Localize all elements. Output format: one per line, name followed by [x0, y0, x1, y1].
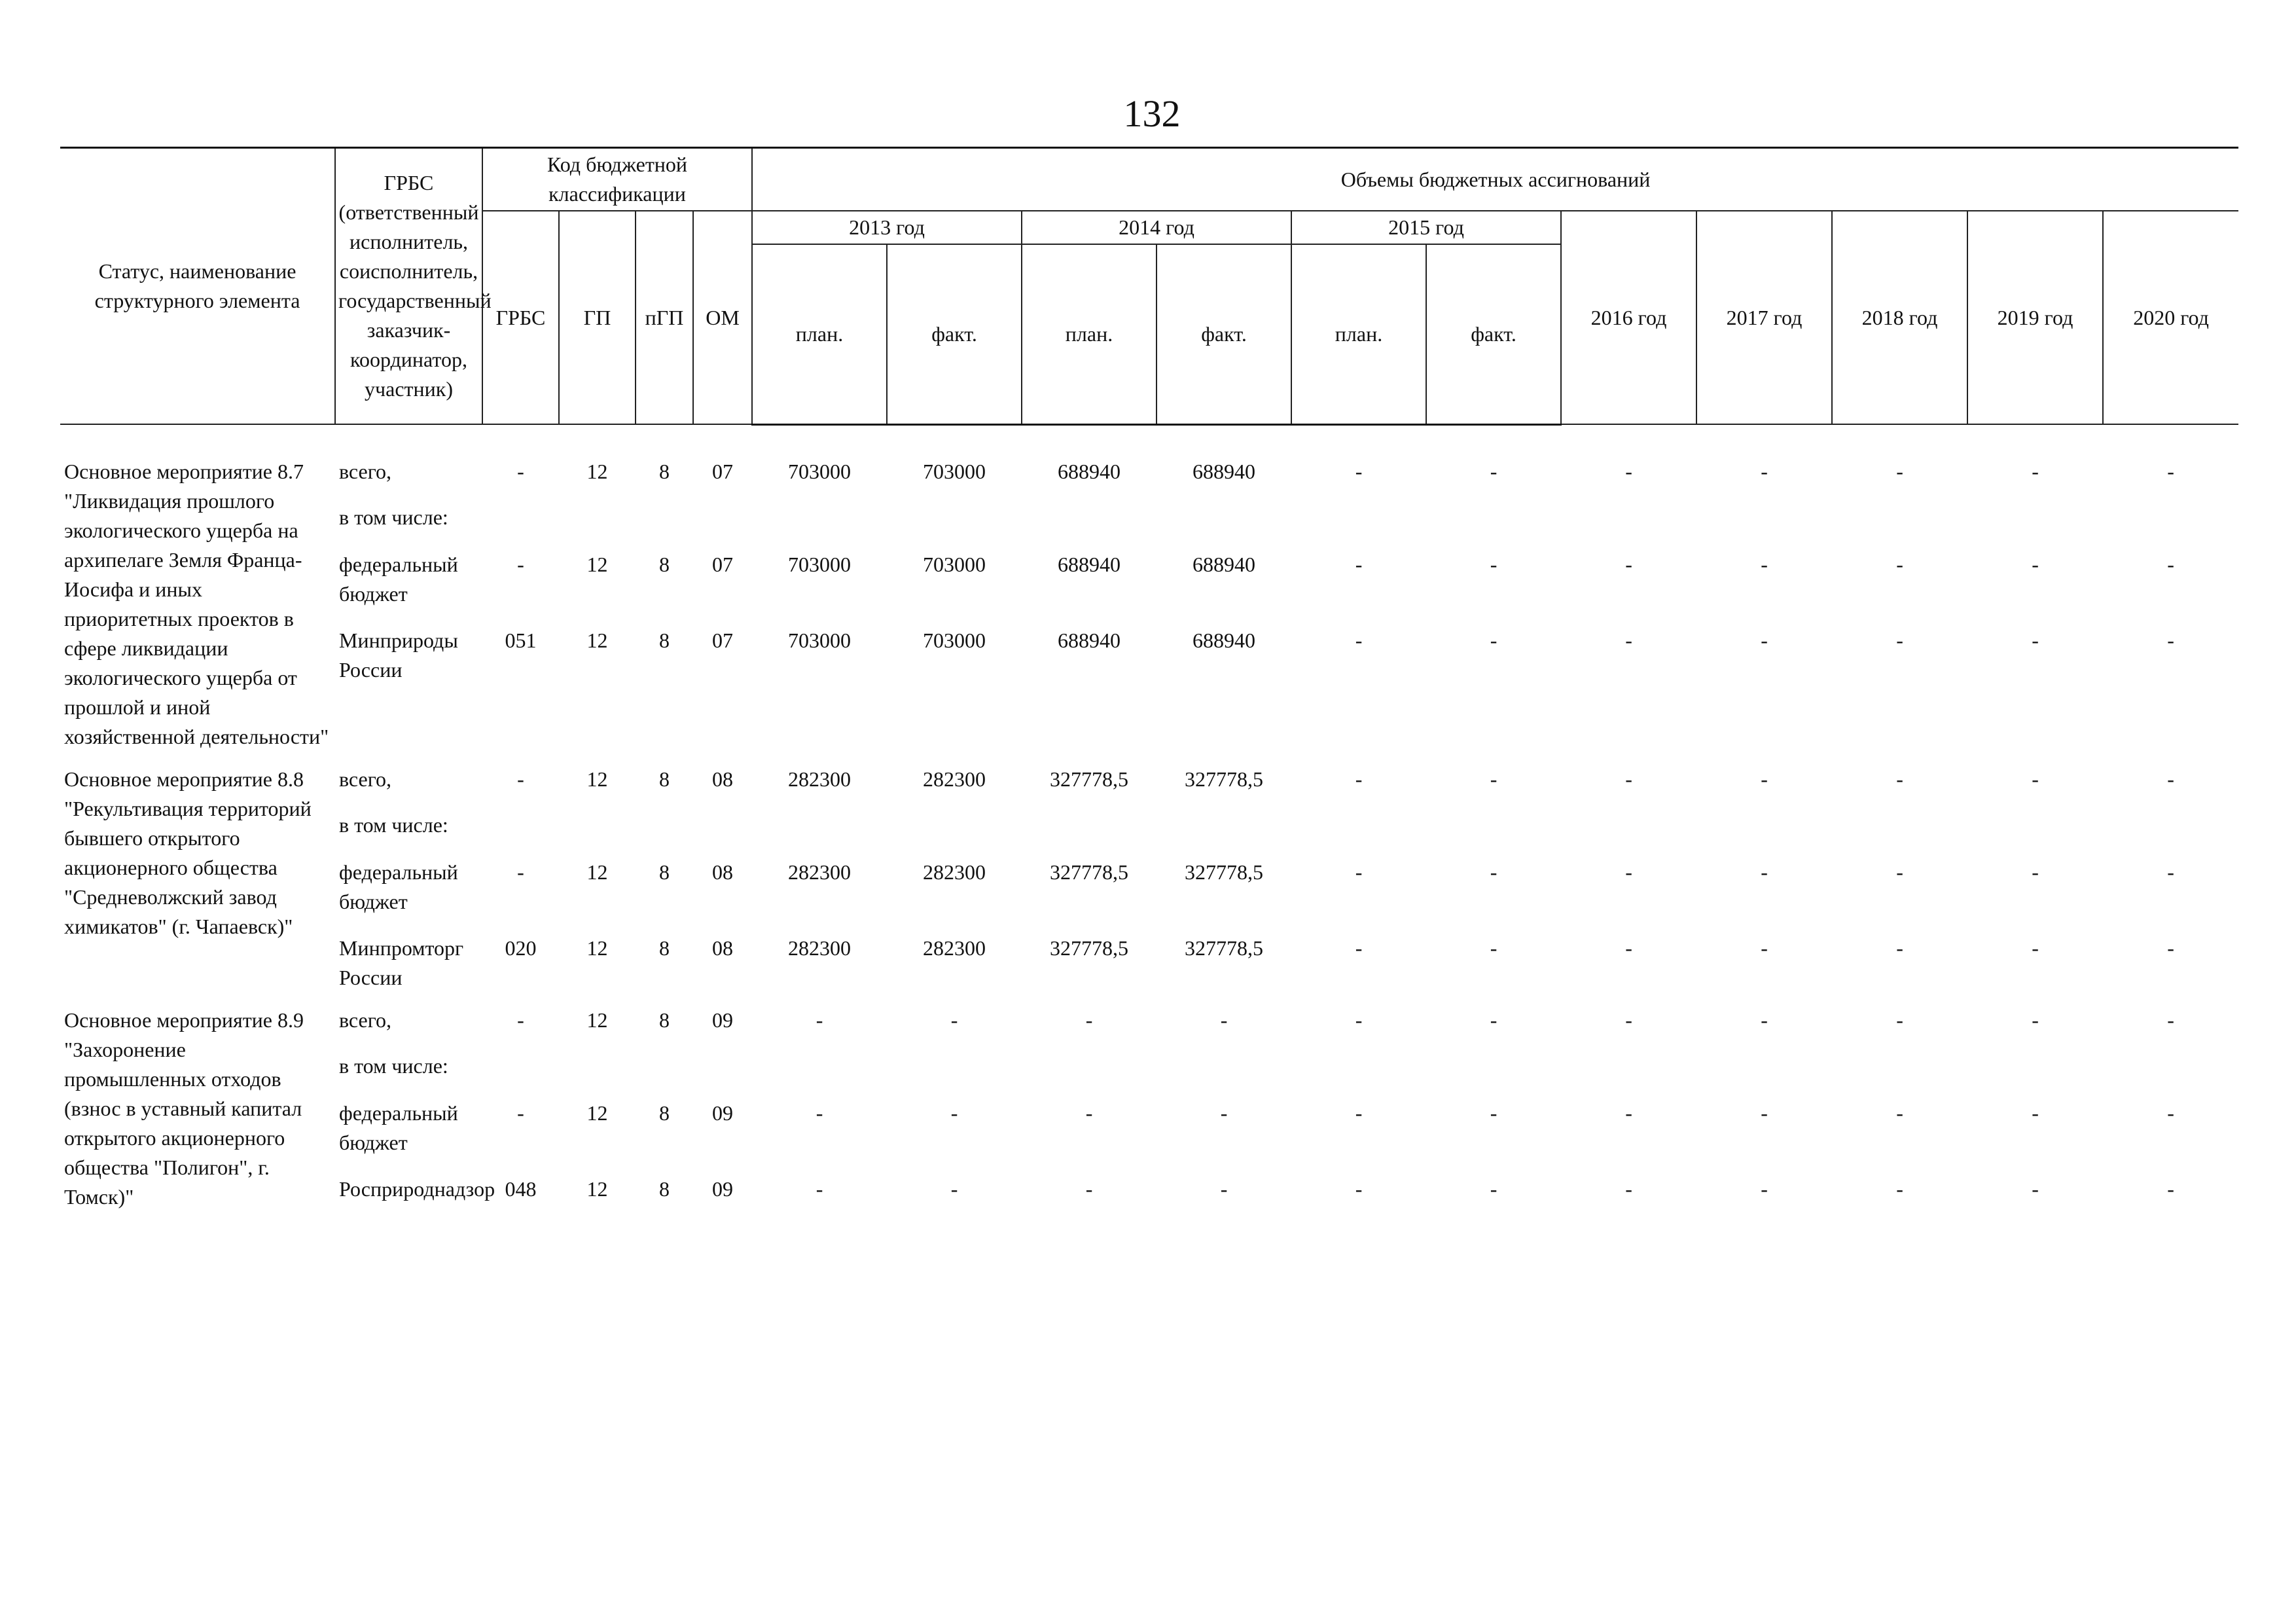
- value-cell: 703000: [788, 552, 852, 576]
- value-cell: -: [1761, 459, 1768, 483]
- code-pgp: 8: [659, 860, 670, 884]
- table-body: [60, 424, 2238, 1247]
- header-plan-2015: план.: [1291, 244, 1426, 424]
- funding-source: федеральный бюджет: [339, 1101, 458, 1154]
- value-cell: -: [1625, 936, 1632, 960]
- header-code-om: ОМ: [693, 211, 752, 424]
- note-row: [60, 811, 2238, 858]
- value-cell: -: [2167, 767, 2174, 791]
- code-grbs: -: [517, 552, 524, 576]
- table-row: [60, 1175, 2238, 1247]
- code-grbs: 048: [505, 1176, 537, 1201]
- value-cell: -: [1896, 628, 1903, 652]
- value-cell: 688940: [1058, 552, 1121, 576]
- header-plan-2013: план.: [752, 244, 887, 424]
- value-cell: 282300: [923, 860, 986, 884]
- code-grbs: -: [517, 459, 524, 483]
- value-cell: -: [2032, 1008, 2039, 1032]
- value-cell: -: [1490, 936, 1498, 960]
- value-cell: -: [2032, 860, 2039, 884]
- value-cell: -: [2167, 628, 2174, 652]
- measure-name: Основное мероприятие 8.8 "Рекультивация территорий бывшего открытого акционерного общества "Средневолжский завод химикатов" (г. Чапаевск)": [64, 767, 312, 938]
- value-cell: 282300: [788, 860, 852, 884]
- value-cell: -: [1085, 1176, 1093, 1201]
- value-cell: 688940: [1193, 552, 1256, 576]
- header-code-group: Код бюджетной классификации: [482, 148, 752, 211]
- value-cell: 703000: [923, 552, 986, 576]
- value-cell: 703000: [788, 459, 852, 483]
- value-cell: 327778,5: [1050, 936, 1129, 960]
- empty-cell: [482, 1051, 2238, 1099]
- table-row: [60, 858, 2238, 934]
- code-grbs: -: [517, 767, 524, 791]
- value-cell: -: [2167, 459, 2174, 483]
- value-cell: 703000: [923, 628, 986, 652]
- funding-source: всего,: [339, 767, 392, 791]
- value-cell: 327778,5: [1050, 860, 1129, 884]
- header-year-2016: 2016 год: [1561, 211, 1696, 424]
- value-cell: -: [1085, 1008, 1093, 1032]
- header-year-2014: 2014 год: [1022, 211, 1291, 244]
- value-cell: -: [1625, 1008, 1632, 1032]
- header-year-2018: 2018 год: [1832, 211, 1967, 424]
- funding-source: в том числе:: [339, 812, 448, 837]
- funding-source: федеральный бюджет: [339, 860, 458, 913]
- value-cell: -: [950, 1176, 958, 1201]
- measure-name: Основное мероприятие 8.7 "Ликвидация прошлого экологического ущерба на архипелаге Земля Франца-Иосифа и иных приоритетных проектов в сфере ликвидации экологического ущерба от прошлой и иной хозяйственной деятельности": [64, 459, 329, 748]
- value-cell: -: [1625, 1176, 1632, 1201]
- value-cell: -: [1355, 767, 1363, 791]
- value-cell: 688940: [1193, 459, 1256, 483]
- header-plan-2014: план.: [1022, 244, 1157, 424]
- header-fact-2013: факт.: [887, 244, 1022, 424]
- value-cell: -: [1761, 767, 1768, 791]
- page-number: 132: [1123, 92, 1181, 135]
- value-cell: 282300: [788, 767, 852, 791]
- code-om: 08: [712, 767, 733, 791]
- value-cell: 688940: [1058, 459, 1121, 483]
- value-cell: 327778,5: [1185, 860, 1264, 884]
- value-cell: -: [1490, 459, 1498, 483]
- code-om: 08: [712, 936, 733, 960]
- budget-allocation-table: [60, 147, 2238, 1247]
- note-row: [60, 1051, 2238, 1099]
- value-cell: -: [1625, 860, 1632, 884]
- value-cell: 282300: [923, 767, 986, 791]
- value-cell: -: [1355, 459, 1363, 483]
- value-cell: -: [1761, 628, 1768, 652]
- value-cell: 282300: [923, 936, 986, 960]
- value-cell: -: [1085, 1101, 1093, 1125]
- value-cell: -: [816, 1176, 823, 1201]
- value-cell: -: [1355, 552, 1363, 576]
- empty-cell: [482, 811, 2238, 858]
- value-cell: -: [2032, 1101, 2039, 1125]
- code-om: 09: [712, 1101, 733, 1125]
- code-gp: 12: [586, 860, 608, 884]
- value-cell: 688940: [1193, 628, 1256, 652]
- value-cell: -: [1896, 767, 1903, 791]
- code-om: 07: [712, 459, 733, 483]
- value-cell: -: [1355, 936, 1363, 960]
- header-year-2017: 2017 год: [1696, 211, 1832, 424]
- code-om: 09: [712, 1008, 733, 1032]
- value-cell: 327778,5: [1185, 767, 1264, 791]
- value-cell: -: [1490, 1176, 1498, 1201]
- code-pgp: 8: [659, 1101, 670, 1125]
- header-year-2019: 2019 год: [1967, 211, 2103, 424]
- note-row: [60, 503, 2238, 550]
- table-row: [60, 1006, 2238, 1051]
- value-cell: -: [1625, 767, 1632, 791]
- code-gp: 12: [586, 1176, 608, 1201]
- value-cell: -: [1896, 1176, 1903, 1201]
- code-om: 09: [712, 1176, 733, 1201]
- code-gp: 12: [586, 459, 608, 483]
- value-cell: -: [1761, 1176, 1768, 1201]
- header-code-grbs: ГРБС: [482, 211, 559, 424]
- value-cell: -: [1220, 1008, 1228, 1032]
- table-row: [60, 934, 2238, 1006]
- value-cell: -: [1220, 1176, 1228, 1201]
- value-cell: -: [1490, 860, 1498, 884]
- header-year-2015: 2015 год: [1291, 211, 1561, 244]
- value-cell: -: [1896, 552, 1903, 576]
- value-cell: -: [2032, 459, 2039, 483]
- value-cell: -: [1490, 1101, 1498, 1125]
- value-cell: -: [816, 1101, 823, 1125]
- value-cell: -: [2032, 628, 2039, 652]
- header-fact-2015: факт.: [1426, 244, 1561, 424]
- value-cell: 688940: [1058, 628, 1121, 652]
- funding-source: Минприроды России: [339, 628, 458, 682]
- value-cell: -: [1490, 767, 1498, 791]
- value-cell: -: [2167, 860, 2174, 884]
- header-code-pgp: пГП: [636, 211, 693, 424]
- code-om: 08: [712, 860, 733, 884]
- code-gp: 12: [586, 767, 608, 791]
- value-cell: -: [1761, 936, 1768, 960]
- value-cell: -: [2032, 767, 2039, 791]
- code-pgp: 8: [659, 459, 670, 483]
- value-cell: -: [2032, 1176, 2039, 1201]
- code-grbs: 020: [505, 936, 537, 960]
- code-grbs: -: [517, 1008, 524, 1032]
- funding-source: в том числе:: [339, 1053, 448, 1078]
- value-cell: -: [1896, 936, 1903, 960]
- value-cell: -: [2167, 552, 2174, 576]
- value-cell: -: [2167, 1008, 2174, 1032]
- value-cell: -: [1355, 860, 1363, 884]
- funding-source: федеральный бюджет: [339, 552, 458, 606]
- value-cell: -: [1220, 1101, 1228, 1125]
- code-grbs: 051: [505, 628, 537, 652]
- code-pgp: 8: [659, 1176, 670, 1201]
- header-code-gp: ГП: [559, 211, 636, 424]
- value-cell: -: [1625, 628, 1632, 652]
- code-om: 07: [712, 628, 733, 652]
- code-gp: 12: [586, 552, 608, 576]
- funding-source: всего,: [339, 1008, 392, 1032]
- code-gp: 12: [586, 1008, 608, 1032]
- value-cell: -: [2167, 1176, 2174, 1201]
- value-cell: -: [1896, 1008, 1903, 1032]
- value-cell: -: [1490, 552, 1498, 576]
- value-cell: -: [1761, 552, 1768, 576]
- value-cell: 282300: [788, 936, 852, 960]
- value-cell: -: [1355, 1101, 1363, 1125]
- code-gp: 12: [586, 1101, 608, 1125]
- table-row: [60, 1099, 2238, 1175]
- value-cell: -: [1625, 1101, 1632, 1125]
- value-cell: -: [2032, 552, 2039, 576]
- value-cell: -: [1355, 628, 1363, 652]
- funding-source: в том числе:: [339, 505, 448, 529]
- code-pgp: 8: [659, 552, 670, 576]
- code-grbs: -: [517, 860, 524, 884]
- value-cell: -: [2032, 936, 2039, 960]
- funding-source: Росприроднадзор: [339, 1176, 495, 1201]
- table-row: [60, 457, 2238, 503]
- value-cell: -: [1490, 1008, 1498, 1032]
- value-cell: -: [1761, 860, 1768, 884]
- header-status: Статус, наименование структурного элемента: [60, 148, 335, 425]
- value-cell: -: [1761, 1008, 1768, 1032]
- header-fact-2014: факт.: [1157, 244, 1291, 424]
- code-om: 07: [712, 552, 733, 576]
- code-gp: 12: [586, 628, 608, 652]
- value-cell: 703000: [788, 628, 852, 652]
- code-pgp: 8: [659, 936, 670, 960]
- value-cell: -: [1625, 552, 1632, 576]
- value-cell: -: [950, 1101, 958, 1125]
- value-cell: -: [1355, 1008, 1363, 1032]
- code-grbs: -: [517, 1101, 524, 1125]
- value-cell: -: [1761, 1101, 1768, 1125]
- funding-source: всего,: [339, 459, 392, 483]
- code-pgp: 8: [659, 628, 670, 652]
- table-row: [60, 765, 2238, 811]
- value-cell: -: [950, 1008, 958, 1032]
- table-row: [60, 550, 2238, 626]
- value-cell: -: [816, 1008, 823, 1032]
- value-cell: -: [1490, 628, 1498, 652]
- code-pgp: 8: [659, 767, 670, 791]
- value-cell: 703000: [923, 459, 986, 483]
- value-cell: 327778,5: [1185, 936, 1264, 960]
- value-cell: -: [2167, 936, 2174, 960]
- value-cell: -: [2167, 1101, 2174, 1125]
- code-gp: 12: [586, 936, 608, 960]
- empty-cell: [482, 503, 2238, 550]
- value-cell: -: [1896, 459, 1903, 483]
- value-cell: -: [1625, 459, 1632, 483]
- header-grbs-responsible: ГРБС (ответственный исполнитель, соисполнитель, государственный заказчик-координатор, участник): [335, 148, 482, 425]
- funding-source: Минпромторг России: [339, 936, 464, 989]
- code-pgp: 8: [659, 1008, 670, 1032]
- value-cell: -: [1355, 1176, 1363, 1201]
- header-volumes: Объемы бюджетных ассигнований: [752, 148, 2238, 211]
- value-cell: -: [1896, 1101, 1903, 1125]
- value-cell: -: [1896, 860, 1903, 884]
- table-row: [60, 626, 2238, 765]
- measure-name: Основное мероприятие 8.9 "Захоронение промышленных отходов (взнос в уставный капитал открытого акционерного общества "Полигон", г. Томск)": [64, 1008, 304, 1209]
- value-cell: 327778,5: [1050, 767, 1129, 791]
- header-year-2013: 2013 год: [752, 211, 1022, 244]
- header-year-2020: 2020 год: [2103, 211, 2238, 424]
